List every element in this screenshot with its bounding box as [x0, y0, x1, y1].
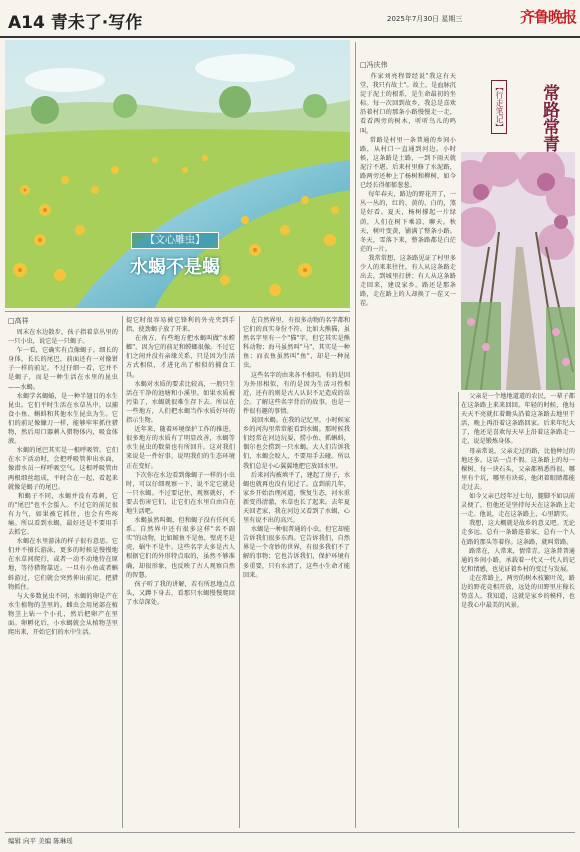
section-divider — [355, 42, 356, 828]
road-photo — [461, 152, 575, 390]
column-divider — [239, 316, 240, 828]
newspaper-logo: 齐鲁晚报 — [520, 8, 577, 26]
column-divider — [458, 392, 459, 828]
column-divider — [122, 316, 123, 828]
tree-lined-road-image — [461, 152, 575, 390]
date-line: 2025年7月30日 星期三 — [387, 15, 463, 23]
article-title-1: 水蝎不是蝎 — [130, 257, 220, 278]
divider — [5, 311, 350, 312]
column-tag-1: 【文心雕虫】 — [131, 232, 219, 249]
article-title-2: 常路常青 — [539, 84, 559, 152]
article1-column-1: 周末在水边散步，孩子指着草丛里的一只小虫，说它是一只蝎子。 乍一看，它确实有点像蝎子。细长的身体，长长的尾巴，前面还有一对像钳子一样的前足。不过仔细一看，它并不是蝎子，而是一种生活在水里的昆虫——水蝎。 水蝎学名蝎蝽，是一种半翅目的水生昆虫。它们平时生活在水草丛中，以捕食小鱼、蝌蚪和其他水生昆虫为生。它们的前足像镰刀一样，能够牢牢抓住猎物，然后用口器刺入猎物体内，吸食体液。 水蝎的尾巴其实是一根呼吸管。它们在水下活动时，会把呼吸管伸出水面，像潜水员一样呼吸空气。这根呼吸管由两根细丝组成，平时合在一起，看起来就像是蝎子的尾巴。 和蝎子不同，水蝎并没有毒刺，它的"尾巴"也不会蜇人。不过它的前足很有力气，如果被它抓住，也会有些疼痛。所以看到水蝎，最好还是不要用手去抓它。 水蝎在水里游泳的样子很有意思。它们并不擅长游泳，更多的时候是慢慢地在水草间爬行，或者一动不动地待在原地，等待猎物靠近。一旦有小鱼或者蝌蚪游过，它们就会突然伸出前足，把猎物抓住。 与大多数昆虫不同，水蝎的卵是产在水生植物的茎里的。雌虫会用尾部在植物茎上钻一个小孔，然后把卵产在里面。卵孵化后，小水蝎就会从植物茎里爬出来，开始它们的水中生活。 — [8, 329, 118, 637]
footer-rule — [5, 832, 575, 833]
author-byline-2: □冯庆伟 — [360, 61, 388, 69]
column-tag-2: 【行走笔记】 — [491, 80, 507, 134]
article2-column-1: 作家刘亮程曾经说"我这有天堂，我只有故土"。故土，是血脉沉淀于泥土的根系，是生命最初的坐标。每一次回到故乡，我总是喜欢沿着村口的那条小路慢慢走一走，看看两旁的树木，听听鸟儿的鸣叫。 常路是村里一条普通的乡间小路，从村口一直通到河边。小时候，这条路是土路，一到下雨天就泥泞不堪。后来村里修了水泥路，路两旁还种上了杨树和柳树，如今已经长得郁郁葱葱。 每年春天，路边的野花开了，一丛一丛的，红的、黄的、白的，煞是好看。夏天，杨树撑起一片绿荫，人们在树下乘凉、聊天。秋天，树叶变黄，铺满了整条小路。冬天，雪落下来，整条路都是白茫茫的一片。 我常常想，这条路见证了村里多少人的来来往往。有人从这条路走出去，到城里打拼；有人从这条路走回来，建设家乡。路还是那条路，走在路上的人却换了一茬又一茬。 — [360, 73, 456, 308]
page-header — [0, 0, 580, 38]
article1-column-2: 提它时很容易被它锋利的外壳夹到手指，使劲蝎子放了开来。 在南方，有些地方把水蝎叫做"水螳螂"，因为它的前足和螳螂很像。不过它们之间并没有亲缘关系，只是因为生活方式相似，才进化出了相似的捕食工具。 水蝎对水质的要求比较高，一般只生活在干净的池塘和小溪里。如果水质被污染了，水蝎就很难生存下去。所以在一些地方，人们把水蝎当作水质好坏的指示生物。 近年来，随着环境保护工作的推进，很多地方的水质有了明显改善，水蝎等水生昆虫的数量也有所回升。这对我们来说是一件好事，说明我们的生态环境正在变好。 下次你在水边看到像蝎子一样的小虫时，可以仔细观察一下，说不定它就是一只水蝎。不过要记住，观察就好，不要去伤害它们，让它们在水里自由自在地生活吧。 水蝎虽然叫蝎，但和蝎子没有任何关系。自然界中还有很多这样"名不副实"的动物，比如鲸鱼不是鱼，壁虎不是虎，蜗牛不是牛。这些名字大多是古人根据它们的外形特点取的，虽然不够准确，却很形象，也反映了古人观察自然的智慧。 孩子听了我的讲解，若有所思地点点头，又蹲下身去，看那只水蝎慢慢爬回了水草深处。 — [126, 317, 235, 606]
article2-column-2: 父亲是一个地地道道的农民，一辈子都在这条路上来来回回。年轻的时候，他每天天不亮就扛着锄头沿着这条路去地里干活，晚上再沿着这条路回家。后来年纪大了，他还是喜欢每天早上沿着这条路走一走，说是锻炼身体。 母亲常说，父亲走过的路，比他种过的地还多。这话一点不假。这条路上的每一棵树、每一块石头，父亲都熟悉得很。哪里有个坑，哪里有块砖，他闭着眼睛都能走过去。 如今父亲已经年过七旬，腿脚不如以前灵便了，但他还是坚持每天在这条路上走一走。他说，走在这条路上，心里踏实。 我想，这大概就是故乡的意义吧。无论走多远，总有一条路连着家，总有一个人在路的那头等着你。这条路，就叫常路。 路常在，人常来，情常青。这条普普通通的乡间小路，承载着一代又一代人的记忆和情感，也见证着乡村的变迁与发展。 走在常路上，两旁的树木枝繁叶茂，路边的野花竞相开放，远处的田野里庄稼长势喜人。我知道，这就是家乡的模样，也是我心中最美的风景。 — [461, 393, 575, 610]
page-section-title: A14 青未了·写作 — [8, 13, 143, 33]
editor-credits: 编辑 向平 美编 陈琳瑶 — [8, 837, 73, 845]
article1-column-3: 在自然界里，有很多动物的名字都和它们的真实身份不符。比如大熊猫，虽然名字里有一个"猫"字，但它其实是熊科动物；海马虽然叫"马"，其实是一种鱼；而衣鱼虽然叫"鱼"，却是一种昆虫。 这些名字的由来各不相同。有的是因为外形相似，有的是因为生活习性相近，还有的则是古人认识不足造成的误会。了解这些名字背后的故事，也是一件很有趣的事情。 说回水蝎。在我的记忆里，小时候家乡的河沟里常常能看到水蝎。那时候我们经常在河边玩耍，捞小鱼、抓蝌蚪，偶尔也会捞到一只水蝎。大人们告诉我们，水蝎会咬人，不要用手去碰。所以我们总是小心翼翼地把它放回水里。 后来河沟被填平了，建起了房子，水蝎也就再也没有见过了。直到前几年，家乡开始治理河道，恢复生态，河水重新变得清澈，水草也长了起来。去年夏天回老家，我在河边又看到了水蝎，心里有说不出的高兴。 水蝎是一种很普通的小虫，但它却能告诉我们很多东西。它告诉我们，自然界是一个奇妙的世界，有很多我们不了解的事物；它也告诉我们，保护环境有多重要，只有水清了，这些小生命才能回来。 — [243, 317, 350, 579]
author-byline-1: □高祥 — [8, 317, 29, 325]
